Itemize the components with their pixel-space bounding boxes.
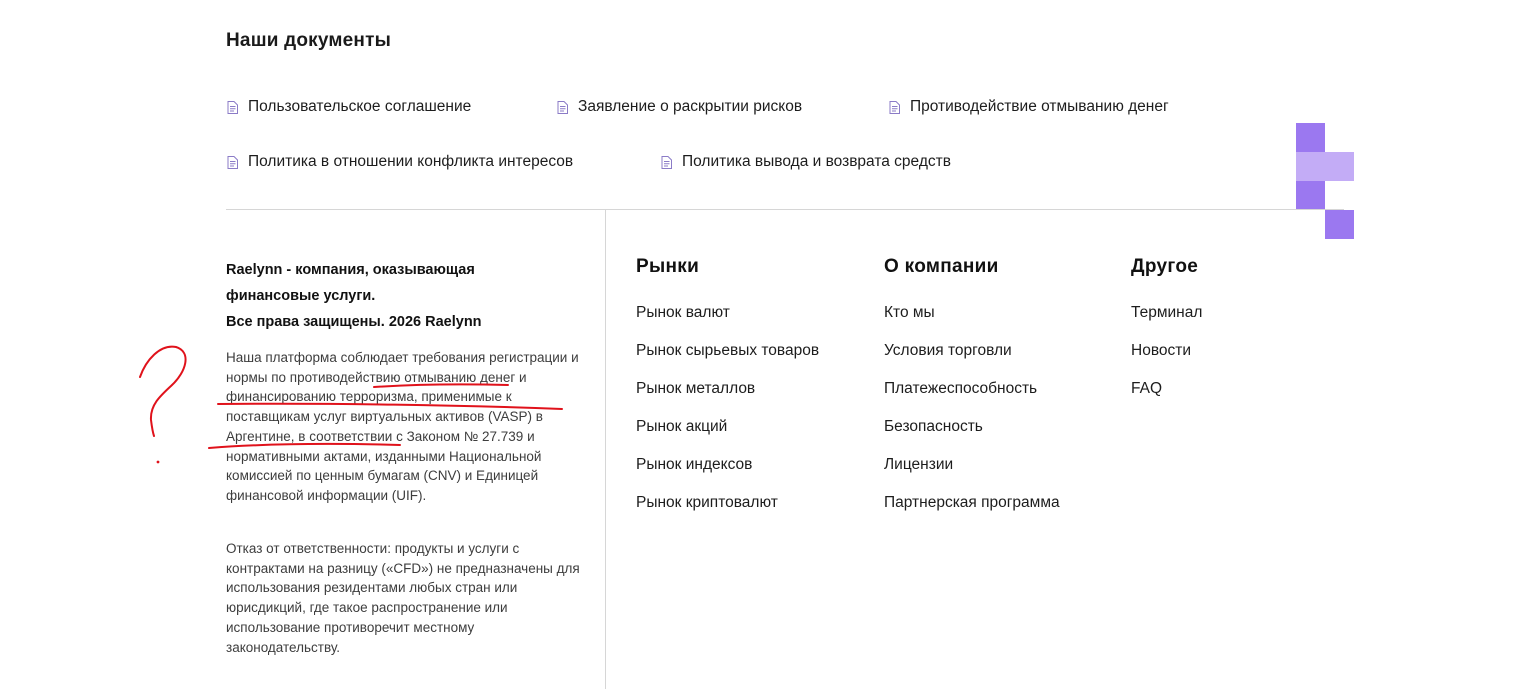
link-commodities-market[interactable]: Рынок сырьевых товаров [636,342,820,359]
pixel-block [1296,123,1325,152]
link-licenses[interactable]: Лицензии [884,456,954,473]
company-line: Raelynn - компания, оказывающая [226,262,475,278]
doc-link-label: Противодействие отмыванию денег [910,98,1169,115]
pixel-block [1325,152,1354,181]
doc-link-aml[interactable] [889,97,1169,117]
link-terminal[interactable]: Терминал [1131,304,1203,321]
question-mark-annotation [140,347,186,436]
link-indices-market[interactable]: Рынок индексов [636,456,753,473]
link-solvency[interactable]: Платежеспособность [884,380,1038,397]
compliance-text: Наша платформа соблюдает требования регистрации и нормы по противодействию отмыванию денег и финансированию терроризма, применимые к поставщикам услуг виртуальных активов (VASP) в Аргентине, в соответствии с Законом № 27.739 и нормативными актами, изданными Национальной комиссией по ценным бумагам (CNV) и Единицей финансовой информации (UIF). [226,350,579,503]
link-forex-market[interactable]: Рынок валют [636,304,730,321]
doc-link-user-agreement[interactable] [227,97,471,117]
document-icon [227,156,238,169]
link-security[interactable]: Безопасность [884,418,983,435]
doc-link-withdrawal-policy[interactable] [661,152,951,172]
link-news[interactable]: Новости [1131,342,1192,359]
doc-link-label: Пользовательское соглашение [248,98,472,115]
pixel-block [1296,181,1325,210]
document-icon [889,101,900,114]
link-trading-conditions[interactable]: Условия торговли [884,342,1012,359]
documents-title: Наши документы [226,30,392,51]
copyright-line: Все права защищены. 2026 Raelynn [226,314,482,330]
link-partner-program[interactable]: Партнерская программа [884,494,1060,511]
pixel-block [1325,210,1354,239]
link-stocks-market[interactable]: Рынок акций [636,418,728,435]
company-info [226,257,566,335]
horizontal-divider [226,209,1344,210]
doc-link-risk-disclosure[interactable] [557,97,802,117]
link-metals-market[interactable]: Рынок металлов [636,380,756,397]
document-icon [227,101,238,114]
doc-link-label: Заявление о раскрытии рисков [578,98,803,115]
other-title: Другое [1131,256,1199,277]
question-mark-dot [157,461,160,464]
company-line: финансовые услуги. [226,288,376,304]
link-who-we-are[interactable]: Кто мы [884,304,935,321]
about-title: О компании [884,256,999,277]
vertical-divider [605,209,606,689]
disclaimer-text: Отказ от ответственности: продукты и услуги с контрактами на разницу («CFD») не предназначены для использования резидентами любых стран или юрисдикций, где такое распространение или использование противоречит местному законодательству. [226,541,580,655]
link-crypto-market[interactable]: Рынок криптовалют [636,494,778,511]
document-icon [557,101,568,114]
doc-link-label: Политика вывода и возврата средств [682,153,951,170]
doc-link-conflict-of-interest[interactable] [227,152,573,172]
link-faq[interactable]: FAQ [1131,380,1163,397]
markets-title: Рынки [636,256,700,277]
pixel-block [1296,152,1325,181]
document-icon [661,156,672,169]
doc-link-label: Политика в отношении конфликта интересов [248,153,574,170]
